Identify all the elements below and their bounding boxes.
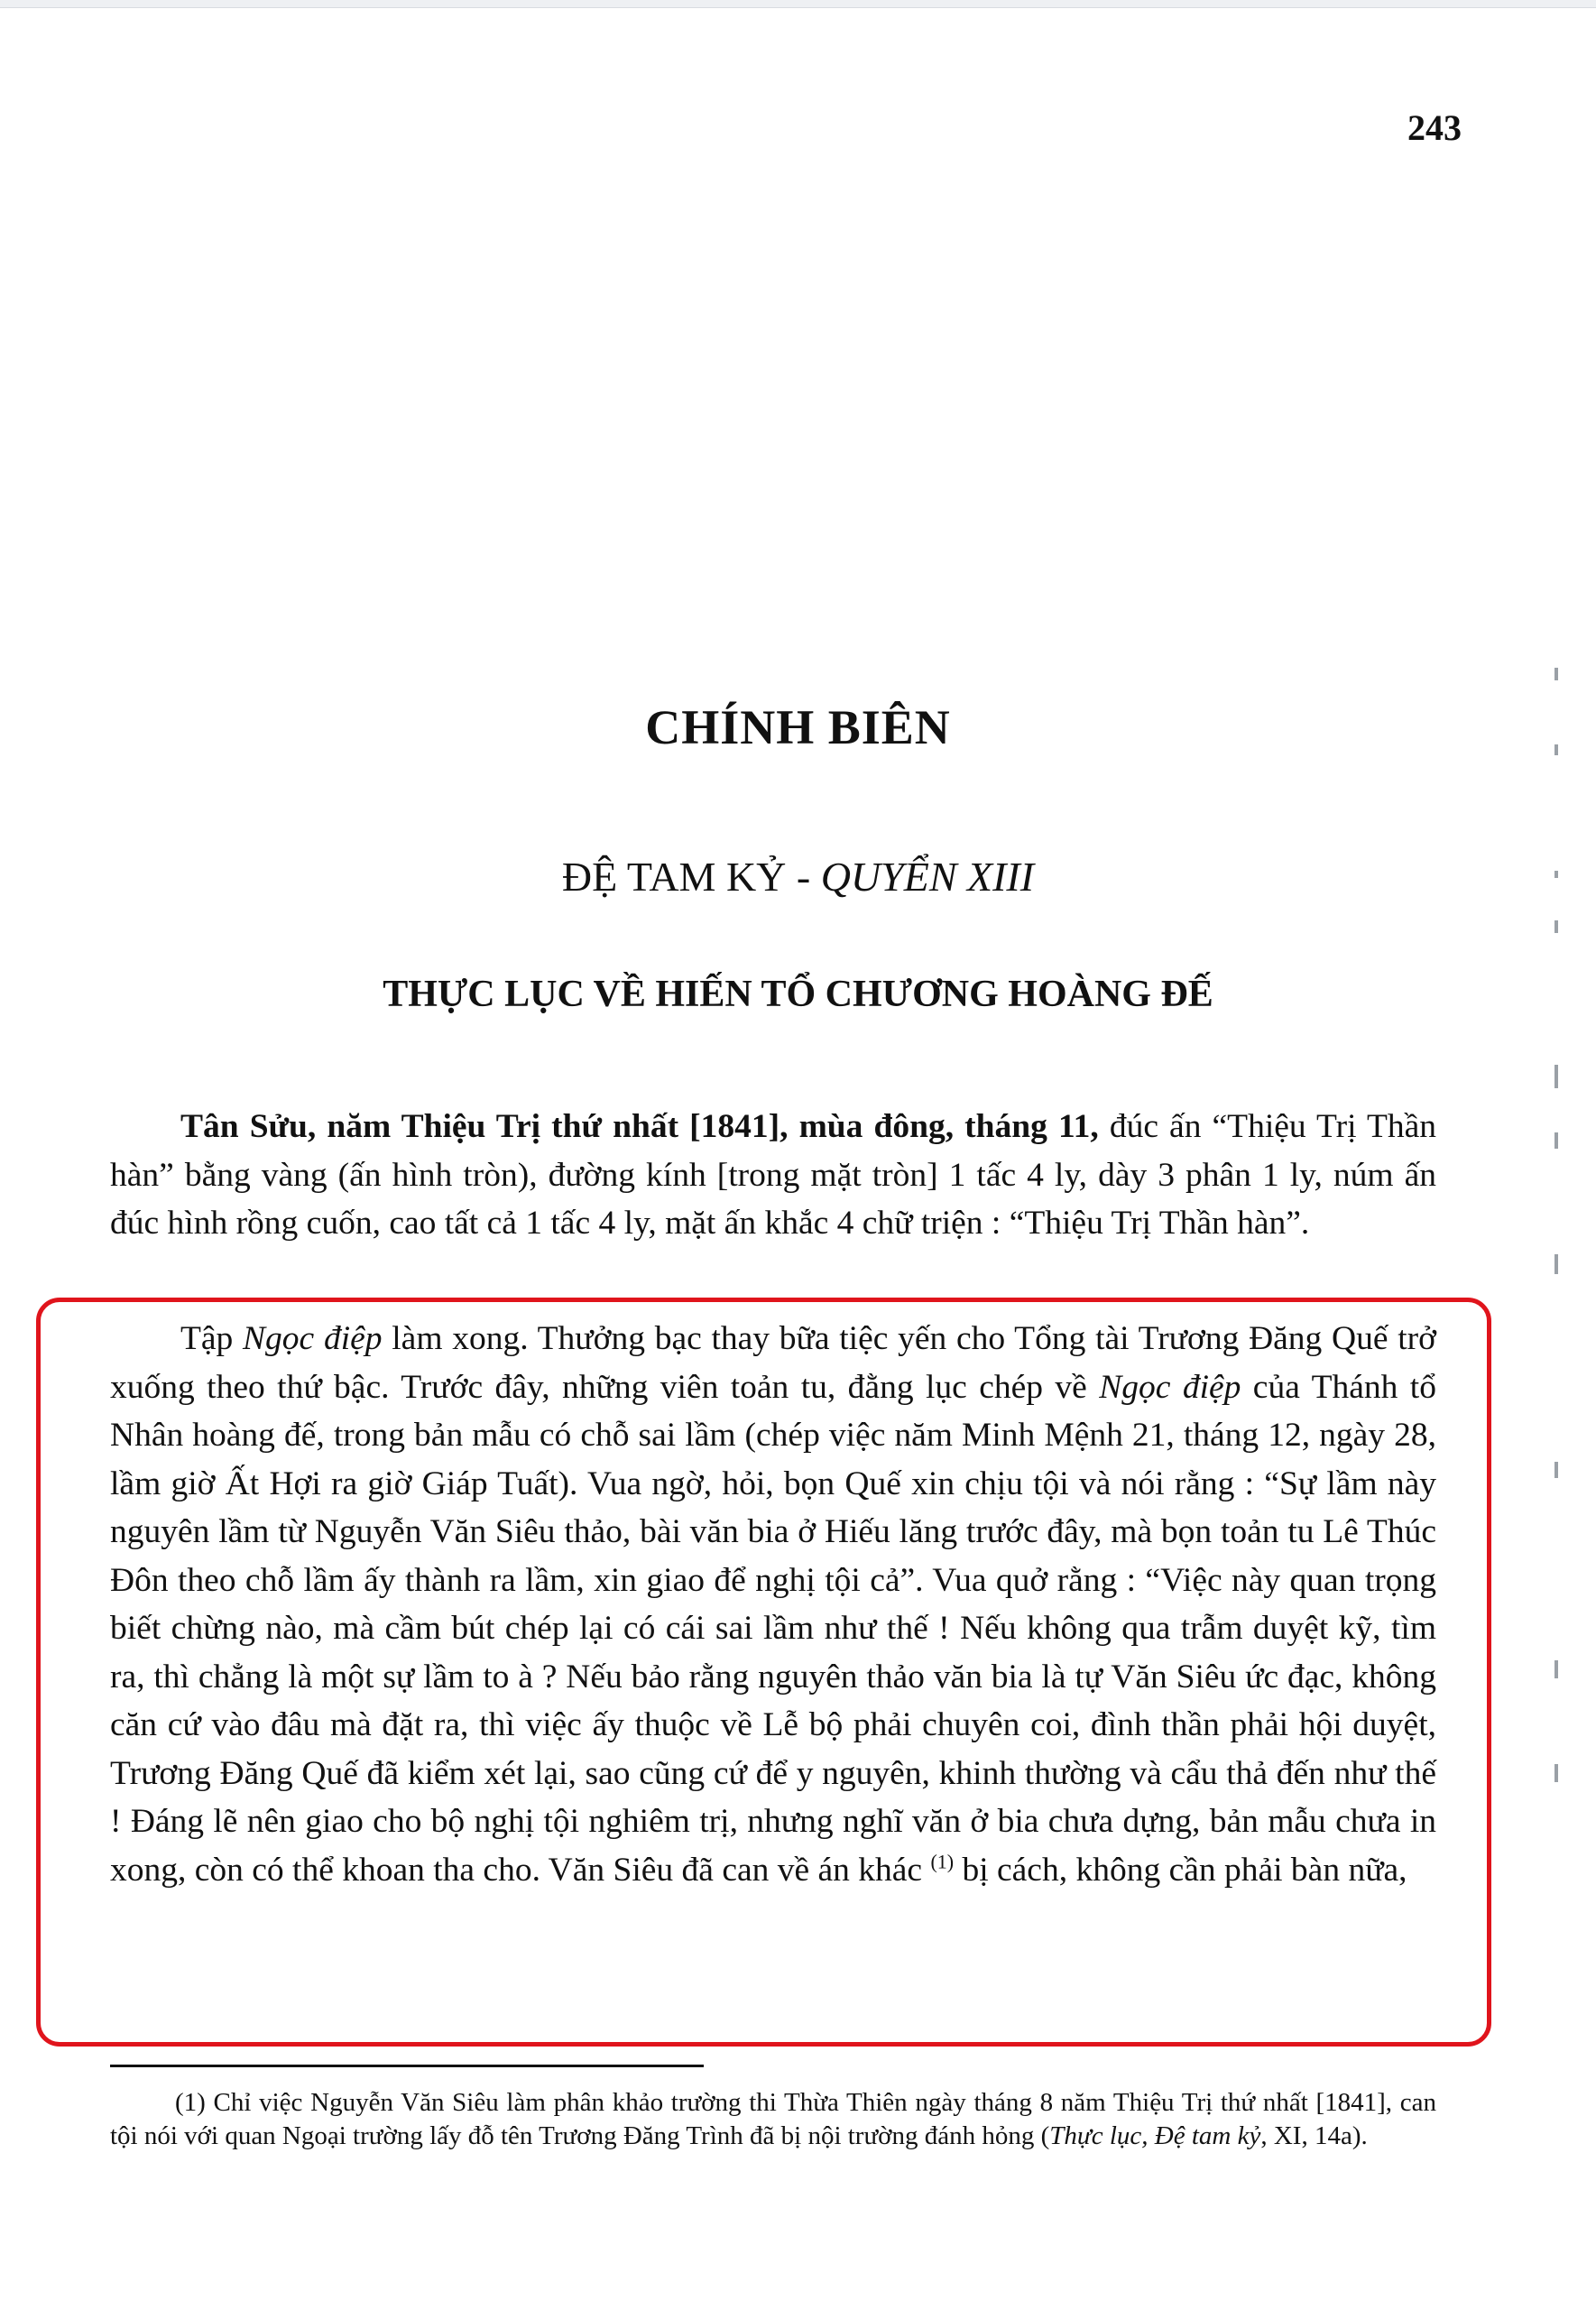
scan-edge-mark [1554,1660,1558,1678]
footnote-reference[interactable]: (1) [930,1850,955,1872]
paragraph-2-text-c: của Thánh tổ Nhân hoàng đế, trong bản mẫu có chỗ sai lầm (chép việc năm Minh Mệnh 21, tháng 12, ngày 28, lầm giờ Ất Hợi ra giờ Giáp Tuất). Vua ngờ, hỏi, bọn Quế xin chịu tội và nói rằng : “Sự lầm này nguyên lầm từ Nguyễn Văn Siêu thảo, bài văn bia ở Hiếu lăng trước đây, mà bọn toản tu Lê Thúc Đôn theo chỗ lầm ấy thành ra lầm, xin giao để nghị tội cả”. Vua quở rằng : “Việc này quan trọng biết chừng nào, mà cầm bút chép lại có cái sai lầm như thế ! Nếu không qua trẫm duyệt kỹ, tìm ra, thì chẳng là một sự lầm to à ? Nếu bảo rằng nguyên thảo văn bia là tự Văn Siêu ức đạc, không căn cứ vào đâu mà đặt ra, thì việc ấy thuộc về Lễ bộ phải chuyên coi, đình thần phải hội duyệt, Trương Đăng Quế đã kiểm xét lại, sao cũng cứ để y nguyên, khinh thường và cẩu thả đến như thế ! Đáng lẽ nên giao cho bộ nghị tội nghiêm trị, nhưng nghĩ văn ở bia chưa dựng, bản mẫu chưa in xong, còn có thể khoan tha cho. Văn Siêu đã can về án khác [110,1368,1436,1889]
footnote-italic: Thực lục, Đệ tam kỷ [1049,2121,1261,2150]
scan-edge-mark [1554,668,1558,680]
paragraph-1-lead: Tân Sửu, năm Thiệu Trị thứ nhất [1841], mùa đông, tháng 11, [180,1108,1099,1145]
footnote [110,2086,1436,2153]
scan-edge-mark [1554,1254,1558,1274]
paragraph-2-text-b: làm xong. Thưởng bạc thay bữa tiệc yến cho Tổng tài Trương Đăng Quế trở xuống theo thứ bậc. Trước đây, những viên toản tu, đằng lục chép về [110,1320,1436,1406]
section-title-volume: QUYỂN XIII [820,854,1035,900]
highlight-annotation-box [36,1298,1491,2047]
page-number: 243 [1407,107,1462,148]
footnote-divider [110,2065,704,2067]
section-title [0,853,1596,901]
scan-edge-mark [1554,1065,1558,1088]
scan-edge-mark [1554,920,1558,933]
paragraph-2-italic-b: Ngọc điệp [1099,1368,1241,1406]
paragraph-2-text-d: bị cách, không cần phải bàn nữa, [954,1851,1407,1889]
scan-edge-mark [1554,1132,1558,1149]
paragraph-1 [110,1103,1436,1248]
scan-edge-mark [1554,1764,1558,1782]
paragraph-2-italic-a: Ngọc điệp [243,1320,383,1357]
scan-edge-mark [1554,1462,1558,1478]
viewer-top-bar [0,0,1596,8]
section-title-prefix: ĐỆ TAM KỶ - [561,854,821,900]
subsection-title: THỰC LỤC VỀ HIẾN TỔ CHƯƠNG HOÀNG ĐẾ [383,974,1213,1015]
scan-edge-mark [1554,744,1558,755]
scan-edge-mark [1554,871,1558,878]
footnote-end: , XI, 14a). [1260,2121,1368,2150]
paragraph-1-text: đúc ấn “Thiệu Trị Thần hàn” bằng vàng (ấn hình tròn), đường kính [trong mặt tròn] 1 tấc 4 ly, dày 3 phân 1 ly, núm ấn đúc hình rồng cuốn, cao tất cả 1 tấc 4 ly, mặt ấn khắc 4 chữ triện : “Thiệu Trị Thần hàn”. [110,1108,1436,1242]
paragraph-2-text-a: Tập [180,1320,244,1357]
main-title: CHÍNH BIÊN [645,700,951,754]
footnote-text: (1) Chỉ việc Nguyễn Văn Siêu làm phân khảo trường thi Thừa Thiên ngày tháng 8 năm Thiệu Trị thứ nhất [1841], can tội nói với quan Ngoại trường lấy đỗ tên Trương Đăng Trình đã bị nội trường đánh hỏng ( [110,2088,1436,2150]
